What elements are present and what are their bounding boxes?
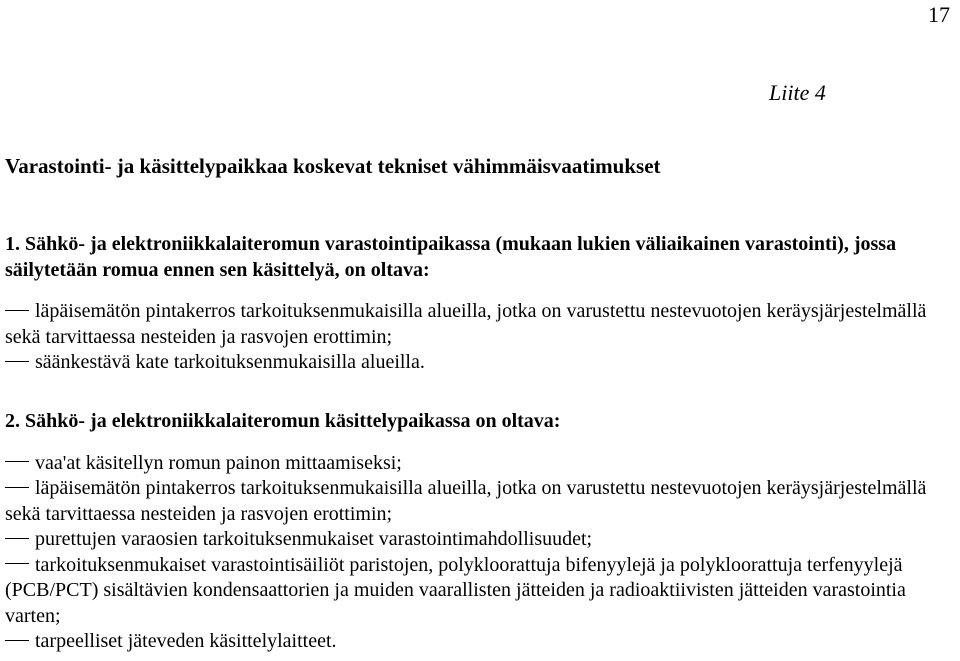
list-item-text: tarpeelliset jäteveden käsittelylaitteet. bbox=[35, 630, 337, 652]
dash-marker bbox=[5, 487, 29, 488]
section-1-heading-text: Sähkö- ja elektroniikkalaiteromun varastointipaikassa (mukaan lukien väliaikainen varastointi), jossa säilytetään romua ennen sen käsittelyä, on oltava: bbox=[5, 233, 897, 281]
dash-marker bbox=[5, 538, 29, 539]
section-1-number: 1. bbox=[5, 233, 20, 255]
dash-marker bbox=[5, 640, 29, 641]
dash-marker bbox=[5, 563, 29, 564]
section-2 bbox=[5, 409, 955, 655]
list-item-text: läpäisemätön pintakerros tarkoituksenmukaisilla alueilla, jotka on varustettu nestevuotojen keräysjärjestelmällä sekä tarvittaessa nesteiden ja rasvojen erottimin; bbox=[5, 300, 927, 348]
section-2-heading bbox=[5, 409, 955, 435]
section-2-number: 2. bbox=[5, 410, 20, 432]
list-item-text: läpäisemätön pintakerros tarkoituksenmukaisilla alueilla, jotka on varustettu nestevuotojen keräysjärjestelmällä sekä tarvittaessa nesteiden ja rasvojen erottimin; bbox=[5, 477, 927, 525]
list-item bbox=[5, 350, 955, 376]
list-item bbox=[5, 629, 955, 655]
list-item bbox=[5, 451, 955, 477]
list-item bbox=[5, 299, 955, 350]
list-item-text: säänkestävä kate tarkoituksenmukaisilla alueilla. bbox=[35, 351, 425, 373]
section-1 bbox=[5, 232, 955, 376]
document-title: Varastointi- ja käsittelypaikkaa koskevat tekniset vähimmäisvaatimukset bbox=[5, 154, 661, 178]
section-2-items bbox=[5, 451, 955, 655]
page-number: 17 bbox=[928, 2, 950, 27]
section-1-heading bbox=[5, 232, 955, 283]
list-item-text: purettujen varaosien tarkoituksenmukaiset varastointimahdollisuudet; bbox=[35, 528, 593, 550]
section-1-items bbox=[5, 299, 955, 376]
list-item-text: tarkoituksenmukaiset varastointisäiliöt paristojen, polykloorattuja bifenyylejä ja polykloorattuja terfenyylejä (PCB/PCT) sisältävien kondensaattorien ja muiden vaarallisten jätteiden ja radioaktiivisten jätteiden varastointia varten; bbox=[5, 553, 906, 627]
dash-marker bbox=[5, 361, 29, 362]
dash-marker bbox=[5, 310, 29, 311]
list-item bbox=[5, 476, 955, 527]
section-2-heading-text: Sähkö- ja elektroniikkalaiteromun käsittelypaikassa on oltava: bbox=[25, 410, 561, 432]
list-item-text: vaa'at käsitellyn romun painon mittaamiseksi; bbox=[35, 451, 402, 474]
list-item bbox=[5, 527, 955, 553]
dash-marker bbox=[5, 461, 29, 462]
annex-label: Liite 4 bbox=[769, 80, 826, 105]
list-item bbox=[5, 553, 955, 630]
